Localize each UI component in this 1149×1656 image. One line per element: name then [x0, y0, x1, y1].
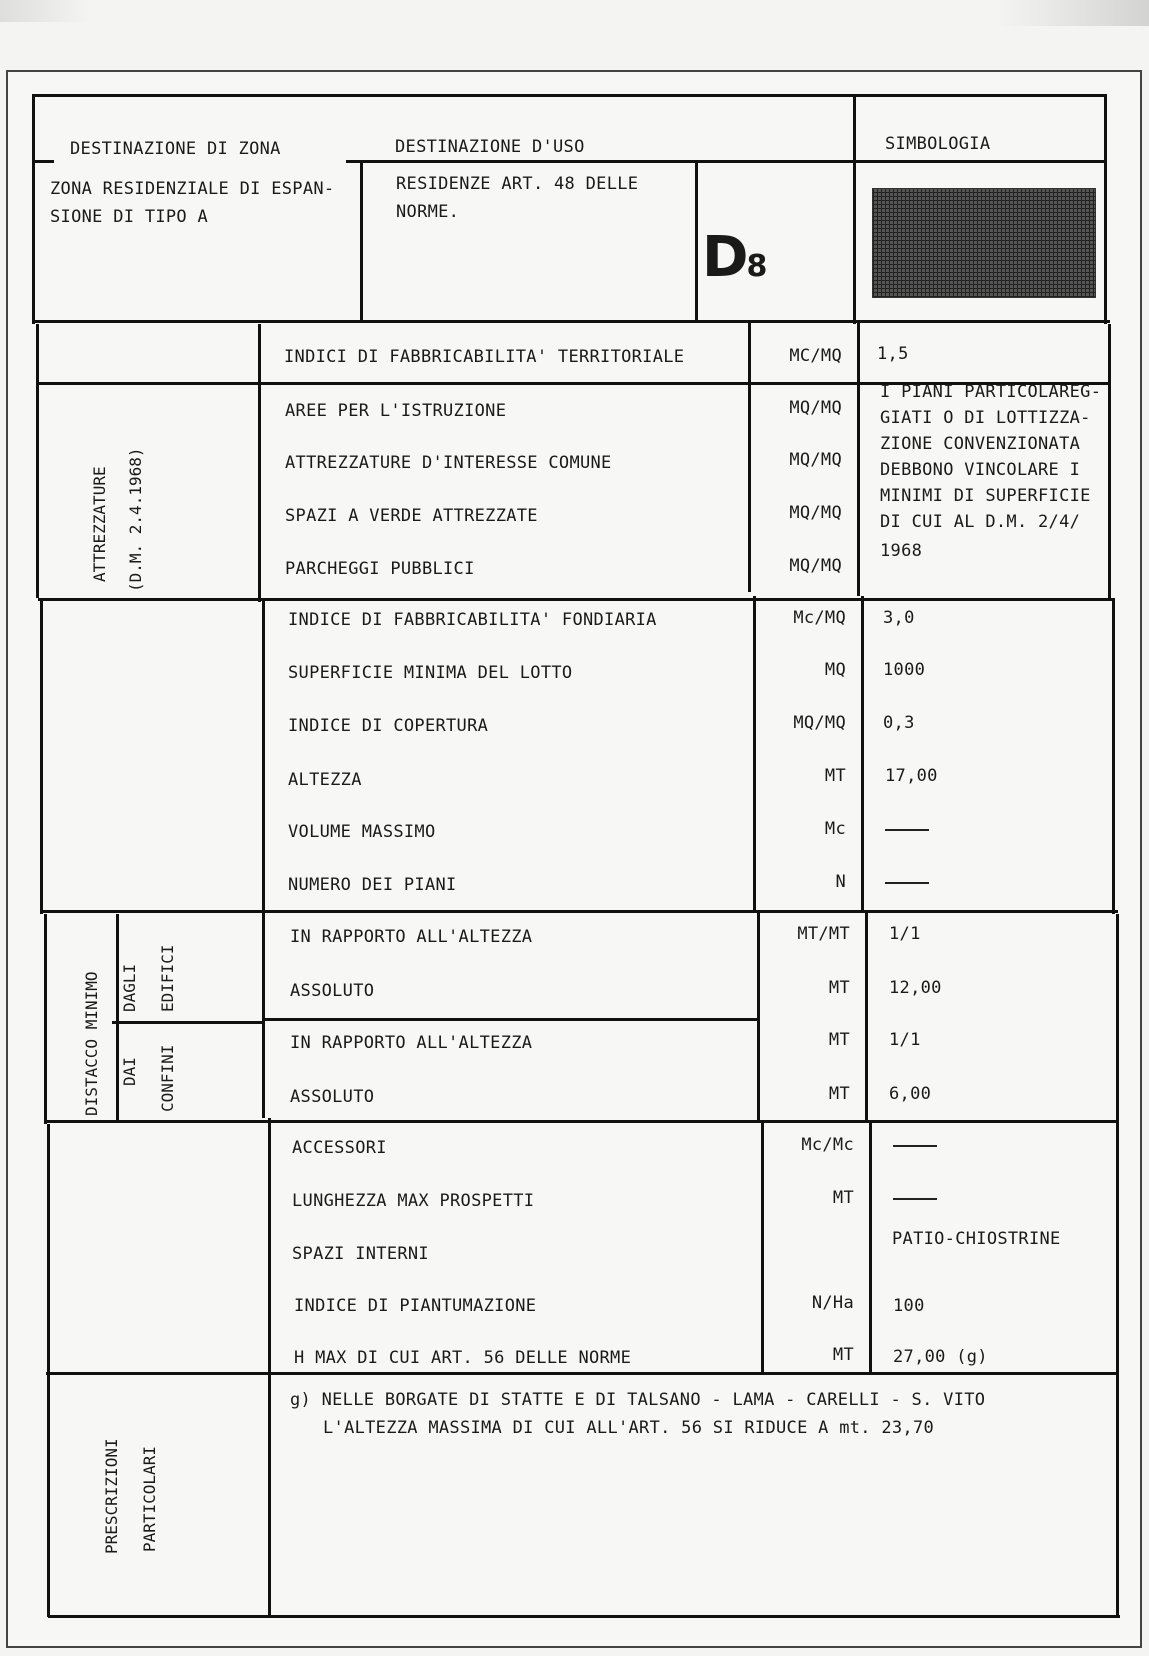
attrezzature-note-line: ZIONE CONVENZIONATA — [880, 434, 1081, 454]
altri-row-label: ACCESSORI — [292, 1138, 387, 1158]
uso-line-2: NORME. — [396, 202, 460, 222]
altri-row-unit: MT — [832, 1345, 854, 1365]
distacco-minimo-label: DISTACCO MINIMO — [82, 971, 101, 1116]
territoriale-unit: MC/MQ — [789, 346, 842, 366]
altri-row-value: PATIO-CHIOSTRINE — [892, 1229, 1061, 1249]
fondiaria-row-value: 3,0 — [883, 608, 915, 628]
attrezzature-side-decree: (D.M. 2.4.1968) — [126, 447, 145, 592]
prescrizioni-side-label: PRESCRIZIONI — [102, 1438, 121, 1554]
territoriale-value: 1,5 — [877, 344, 909, 364]
edifici-label: EDIFICI — [158, 944, 177, 1012]
attrezzature-note-line: 1968 — [880, 541, 923, 561]
fondiaria-row-label: NUMERO DEI PIANI — [288, 875, 457, 895]
fondiaria-row-unit: Mc/MQ — [793, 608, 846, 628]
fondiaria-row-unit: MT — [824, 766, 846, 786]
fondiaria-row-value: 0,3 — [883, 713, 915, 733]
fondiaria-row-label: SUPERFICIE MINIMA DEL LOTTO — [288, 663, 573, 683]
altri-row-unit: Mc/Mc — [801, 1135, 854, 1155]
empty-value-dash — [893, 1198, 937, 1200]
altri-row-label: INDICE DI PIANTUMAZIONE — [294, 1296, 537, 1316]
altri-row-value: 27,00 (g) — [893, 1347, 988, 1367]
distacco-row-label: ASSOLUTO — [290, 1087, 375, 1107]
altri-row-label: SPAZI INTERNI — [292, 1244, 429, 1264]
scan-smudge-right — [999, 0, 1149, 26]
attrezzature-row-unit: MQ/MQ — [789, 450, 842, 470]
attrezzature-note-line: DI CUI AL D.M. 2/4/ — [880, 512, 1081, 532]
empty-value-dash — [885, 829, 929, 831]
altri-row-label: LUNGHEZZA MAX PROSPETTI — [292, 1191, 535, 1211]
scan-smudge-left — [0, 0, 90, 22]
header-destinazione-uso: DESTINAZIONE D'USO — [395, 137, 585, 157]
fondiaria-row-label: INDICE DI FABBRICABILITA' FONDIARIA — [288, 610, 657, 630]
attrezzature-note-line: GIATI O DI LOTTIZZA- — [880, 408, 1091, 428]
fondiaria-row-unit: MQ/MQ — [793, 713, 846, 733]
distacco-row-label: ASSOLUTO — [290, 981, 375, 1001]
empty-value-dash — [893, 1145, 937, 1147]
fondiaria-row-value: 1000 — [883, 660, 926, 680]
zone-code-badge — [702, 225, 768, 290]
distacco-row-value: 1/1 — [889, 924, 921, 944]
dai-label: DAI — [120, 1057, 139, 1086]
attrezzature-note-line: MINIMI DI SUPERFICIE — [880, 486, 1091, 506]
attrezzature-row-unit: MQ/MQ — [789, 503, 842, 523]
distacco-row-label: IN RAPPORTO ALL'ALTEZZA — [290, 927, 533, 947]
distacco-row-unit: MT — [828, 1084, 850, 1104]
header-destinazione-zona: DESTINAZIONE DI ZONA — [70, 139, 281, 159]
fondiaria-row-value: 17,00 — [885, 766, 938, 786]
attrezzature-row-unit: MQ/MQ — [789, 556, 842, 576]
prescrizione-line: g) NELLE BORGATE DI STATTE E DI TALSANO - LAMA - CARELLI - S. VITO — [290, 1390, 986, 1410]
zone-code-letter: D — [702, 225, 747, 290]
altri-row-value: 100 — [893, 1296, 925, 1316]
distacco-row-value: 6,00 — [889, 1084, 932, 1104]
altri-row-unit: N/Ha — [811, 1293, 854, 1313]
distacco-row-value: 12,00 — [889, 978, 942, 998]
simbologia-hatch-pattern — [872, 188, 1096, 298]
uso-line-1: RESIDENZE ART. 48 DELLE — [396, 174, 639, 194]
dagli-label: DAGLI — [120, 963, 139, 1012]
fondiaria-row-label: ALTEZZA — [288, 770, 362, 790]
zone-code-number: 8 — [746, 249, 768, 284]
fondiaria-row-unit: Mc — [824, 819, 846, 839]
header-simbologia: SIMBOLOGIA — [885, 134, 991, 154]
attrezzature-note-line: I PIANI PARTICOLAREG- — [880, 382, 1102, 402]
attrezzature-row-label: ATTREZZATURE D'INTERESSE COMUNE — [285, 453, 612, 473]
attrezzature-note-line: DEBBONO VINCOLARE I — [880, 460, 1081, 480]
confini-label: CONFINI — [158, 1044, 177, 1112]
altri-row-unit: MT — [832, 1188, 854, 1208]
attrezzature-row-label: PARCHEGGI PUBBLICI — [285, 559, 475, 579]
distacco-row-unit: MT — [828, 978, 850, 998]
altri-row-label: H MAX DI CUI ART. 56 DELLE NORME — [294, 1348, 632, 1368]
distacco-row-label: IN RAPPORTO ALL'ALTEZZA — [290, 1033, 533, 1053]
document-sheet — [6, 70, 1142, 1648]
attrezzature-row-label: AREE PER L'ISTRUZIONE — [285, 401, 507, 421]
zona-line-1: ZONA RESIDENZIALE DI ESPAN- — [50, 179, 335, 199]
empty-value-dash — [885, 882, 929, 884]
distacco-row-unit: MT/MT — [797, 924, 850, 944]
attrezzature-row-unit: MQ/MQ — [789, 398, 842, 418]
distacco-row-unit: MT — [828, 1030, 850, 1050]
territoriale-label: INDICI DI FABBRICABILITA' TERRITORIALE — [284, 347, 685, 367]
particolari-side-label: PARTICOLARI — [140, 1446, 159, 1552]
attrezzature-side-label: ATTREZZATURE — [90, 466, 109, 582]
fondiaria-row-label: VOLUME MASSIMO — [288, 822, 436, 842]
fondiaria-row-unit: N — [835, 872, 846, 892]
fondiaria-row-label: INDICE DI COPERTURA — [288, 716, 489, 736]
prescrizione-line: L'ALTEZZA MASSIMA DI CUI ALL'ART. 56 SI RIDUCE A mt. 23,70 — [323, 1418, 935, 1438]
attrezzature-row-label: SPAZI A VERDE ATTREZZATE — [285, 506, 538, 526]
zona-line-2: SIONE DI TIPO A — [50, 207, 209, 227]
distacco-row-value: 1/1 — [889, 1030, 921, 1050]
fondiaria-row-unit: MQ — [824, 660, 846, 680]
